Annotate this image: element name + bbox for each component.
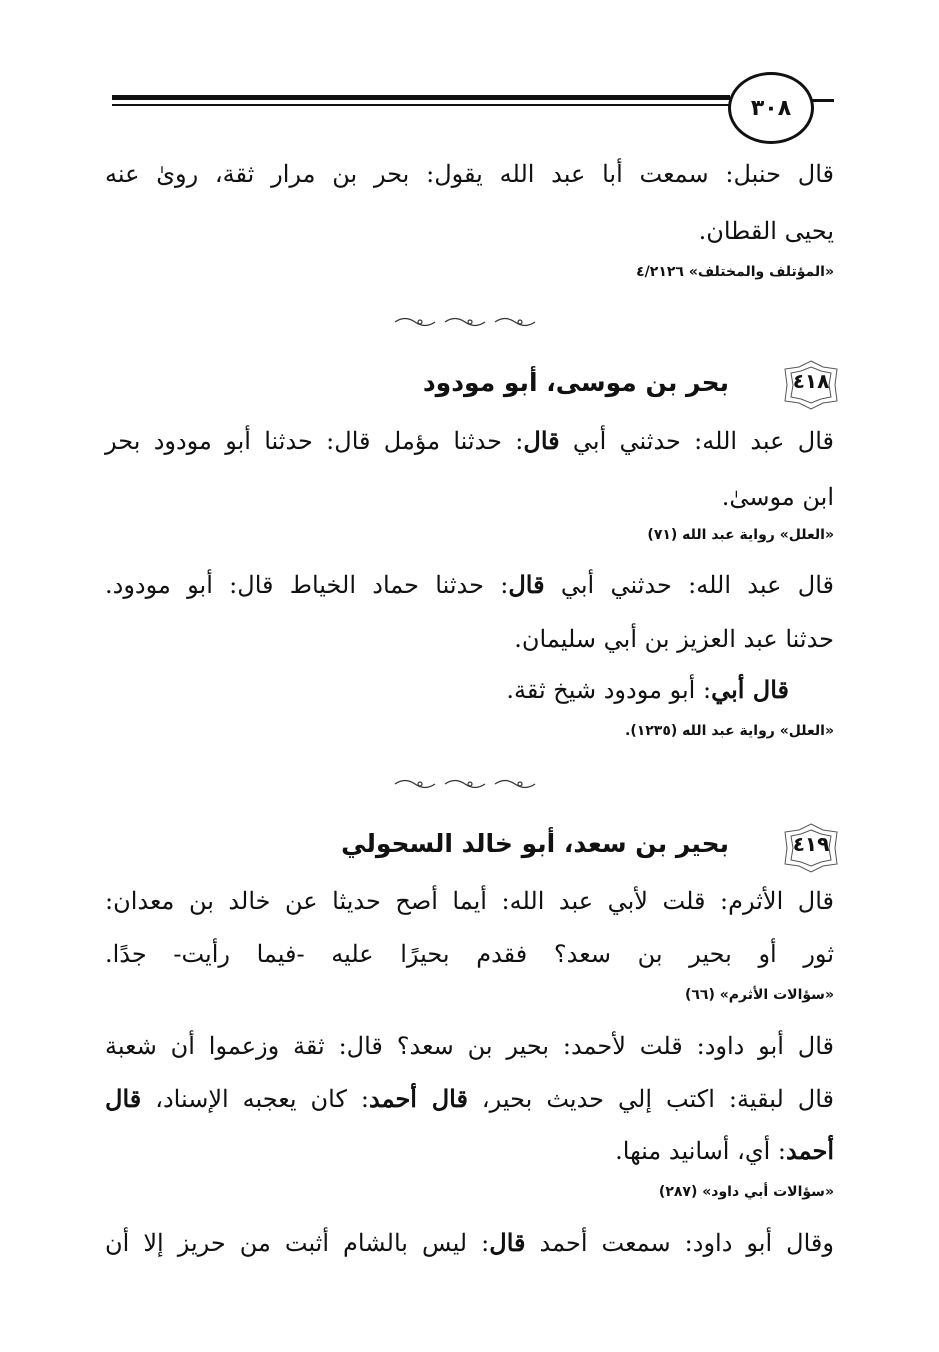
entry-418-citation-2: «العلل» رواية عبد الله (١٢٣٥).	[625, 723, 834, 739]
text-span: قال عبد الله: حدثني أبي	[544, 571, 834, 599]
entry-419-title: بحير بن سعد، أبو خالد السحولي	[341, 829, 729, 858]
text-span: : كان يعجبه الإسناد،	[141, 1085, 369, 1113]
text-span: : أبو مودود شيخ ثقة.	[506, 676, 712, 704]
text-span: قال لبقية: اكتب إلي حديث بحير،	[467, 1085, 835, 1113]
text-span: : أي، أسانيد منها.	[615, 1137, 787, 1165]
intro-line-1: قال حنبل: سمعت أبا عبد الله يقول: بحر بن مرار ثقة، روىٰ عنه	[105, 160, 834, 188]
entry-419-p3-line-1	[105, 1226, 834, 1260]
entry-418-citation-1: «العلل» رواية عبد الله (٧١)	[647, 527, 834, 543]
text-span: : حدثنا حماد الخياط قال: أبو مودود.	[105, 571, 509, 599]
entry-418-p1-line-2: ابن موسىٰ.	[721, 483, 834, 511]
entry-419-p1-line-2: ثور أو بحير بن سعد؟ فقدم بحيرًا عليه -فيما رأيت- جدًا.	[105, 940, 834, 968]
entry-419-emblem	[779, 822, 843, 874]
bold-qal-ahmad: قال أحمد	[369, 1084, 468, 1113]
entry-419-number: ٤١٩	[792, 832, 830, 856]
entry-419-citation-1: «سؤالات الأثرم» (٦٦)	[684, 987, 834, 1003]
bold-qal-abi: قال أبي	[711, 675, 789, 704]
entry-418-p2-line-2: حدثنا عبد العزيز بن أبي سليمان.	[514, 625, 834, 653]
intro-citation: «المؤتلف والمختلف» ٤/٢١٢٦	[636, 264, 834, 280]
entry-419-p2-line-2	[105, 1082, 834, 1116]
entry-418-p1-line-1	[105, 424, 834, 458]
bold-qal: قال	[105, 1084, 142, 1113]
bold-ahmad: أحمد	[786, 1136, 834, 1165]
entry-418-p2-line-1	[105, 568, 834, 602]
entry-418-p3	[506, 673, 789, 707]
header-rule-thin	[112, 104, 730, 106]
ornament-divider-2	[390, 777, 550, 791]
text-span: : ليس بالشام أثبت من حريز إلا أن	[105, 1229, 490, 1257]
ornament-divider-1	[390, 315, 550, 329]
entry-419-p2-line-1: قال أبو داود: قلت لأحمد: بحير بن سعد؟ قال: ثقة وزعموا أن شعبة	[105, 1032, 834, 1060]
intro-line-2: يحيى القطان.	[698, 217, 834, 245]
page-number: ٣٠٨	[750, 95, 792, 121]
text-span: : حدثنا مؤمل قال: حدثنا أبو مودود بحر	[105, 427, 524, 455]
entry-418-number: ٤١٨	[792, 369, 830, 393]
entry-418-emblem	[779, 359, 843, 411]
entry-419-p2-line-3	[615, 1134, 834, 1168]
text-span: وقال أبو داود: سمعت أحمد	[525, 1229, 834, 1257]
entry-419-p1-line-1: قال الأثرم: قلت لأبي عبد الله: أيما أصح حديثا عن خالد بن معدان:	[105, 887, 834, 915]
entry-419-citation-2: «سؤالات أبي داود» (٢٨٧)	[658, 1184, 834, 1200]
header-rule-thick	[112, 95, 730, 100]
bold-qal: قال	[523, 426, 560, 455]
bold-qal: قال	[489, 1228, 526, 1257]
bold-qal: قال	[508, 570, 545, 599]
text-span: قال عبد الله: حدثني أبي	[559, 427, 834, 455]
entry-418-title: بحر بن موسى، أبو مودود	[422, 368, 729, 397]
page-number-circle	[728, 72, 814, 144]
